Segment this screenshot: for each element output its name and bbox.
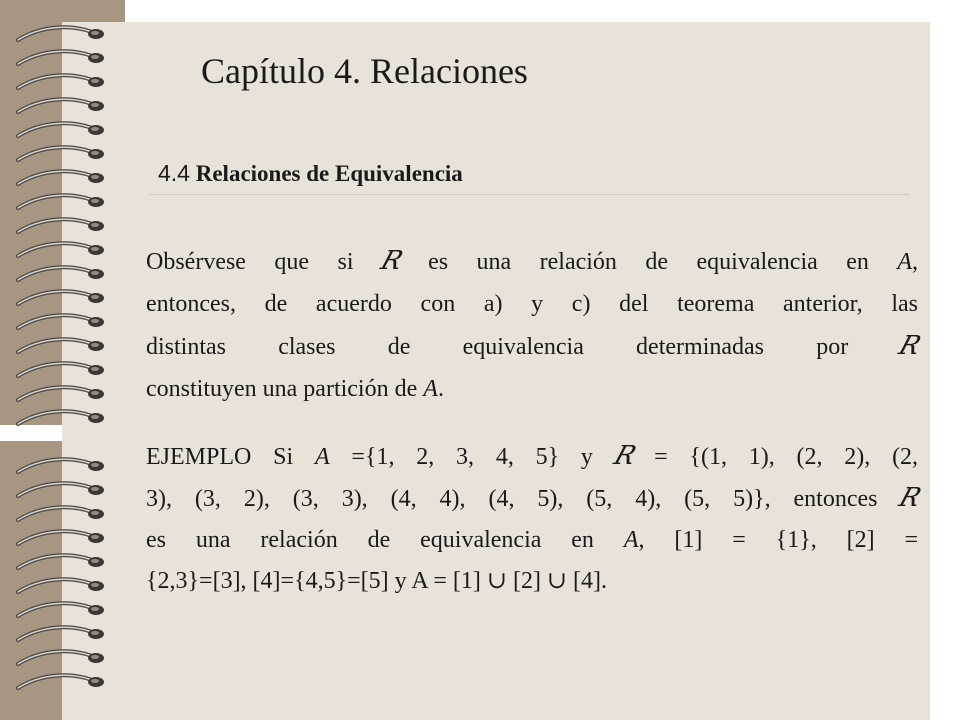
section-name: Relaciones de Equivalencia bbox=[195, 161, 463, 186]
p1-line-2: entonces, de acuerdo con a) y c) del teorema anterior, las bbox=[146, 291, 918, 317]
p1-line-3: distintas clases de equivalencia determinadas por R bbox=[146, 325, 918, 368]
spiral-binding-icon bbox=[0, 0, 125, 720]
p2-line-2: 3), (3, 2), (3, 3), (4, 4), (4, 5), (5, 4), (5, 5)}, entonces R bbox=[146, 478, 918, 520]
p2-line-1: EJEMPLO Si A ={1, 2, 3, 4, 5} y R = {(1, 1), (2, 2), (2, bbox=[146, 436, 918, 478]
p1-line-4: constituyen una partición de A. bbox=[146, 376, 444, 402]
section-number: 4.4 bbox=[158, 160, 190, 186]
section-divider bbox=[150, 194, 910, 195]
p2-line-4: {2,3}=[3], [4]={4,5}=[5] y A = [1] ∪ [2] ∪ [4]. bbox=[146, 568, 608, 594]
relation-symbol: R bbox=[610, 441, 638, 471]
relation-symbol: R bbox=[895, 331, 923, 361]
p1-line-1: Obsérvese que si R es una relación de equivalencia en A, bbox=[146, 240, 918, 283]
p2-line-3: es una relación de equivalencia en A, [1] = {1}, [2] = bbox=[146, 527, 919, 553]
section-heading bbox=[158, 160, 463, 187]
relation-symbol: R bbox=[377, 246, 405, 276]
paragraph-observation bbox=[146, 240, 923, 410]
relation-symbol: R bbox=[895, 483, 924, 513]
page-title: Capítulo 4. Relaciones bbox=[201, 51, 528, 91]
paragraph-example bbox=[146, 436, 924, 602]
